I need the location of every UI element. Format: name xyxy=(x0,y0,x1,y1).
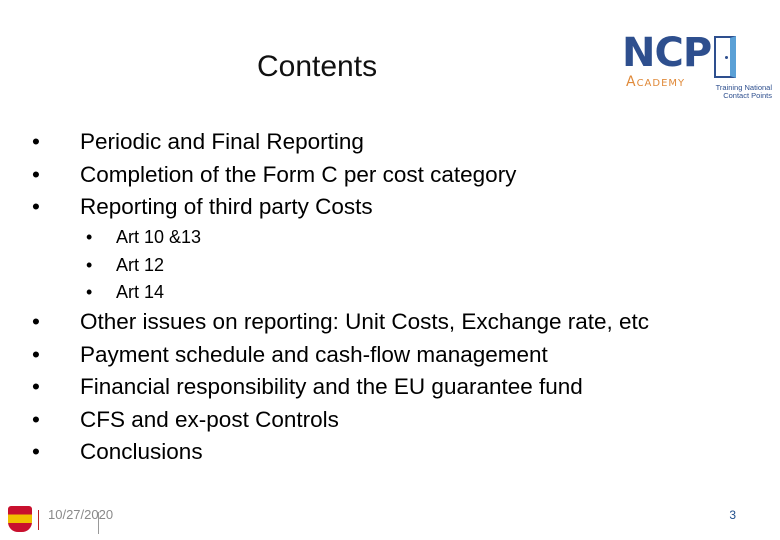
list-item: • Conclusions xyxy=(32,436,649,469)
footer-date: 10/27/2020 xyxy=(48,507,114,522)
bullet-icon: • xyxy=(86,227,93,247)
ncp-academy-logo xyxy=(622,32,772,102)
sub-list-item: • Art 12 xyxy=(86,252,201,280)
main-bullet-list-top xyxy=(32,126,516,224)
bullet-icon: • xyxy=(32,194,40,219)
main-bullet-list-bottom xyxy=(32,306,649,469)
list-item: • Periodic and Final Reporting xyxy=(32,126,516,159)
logo-tagline: Training National Contact Points xyxy=(715,83,772,100)
bullet-icon: • xyxy=(32,161,40,187)
sub-list-item: • Art 14 xyxy=(86,279,201,307)
bullet-icon: • xyxy=(32,439,40,464)
logo-ncp-text: NCP xyxy=(622,30,712,76)
bullet-icon: • xyxy=(32,374,40,399)
list-item: • Payment schedule and cash-flow management xyxy=(32,339,649,372)
sub-bullet-list xyxy=(86,224,201,307)
door-icon xyxy=(714,36,736,78)
bullet-icon: • xyxy=(86,282,93,302)
list-item: • Financial responsibility and the EU guarantee fund xyxy=(32,371,649,404)
list-item: • CFS and ex-post Controls xyxy=(32,404,649,437)
bullet-icon: • xyxy=(32,406,40,432)
page-number: 3 xyxy=(729,508,736,522)
bullet-icon: • xyxy=(32,129,40,154)
logo-academy-text: Academy xyxy=(626,74,686,90)
sub-list-item: • Art 10 &13 xyxy=(86,224,201,252)
list-item: • Other issues on reporting: Unit Costs, Exchange rate, etc xyxy=(32,306,649,339)
slide-title: Contents xyxy=(257,50,378,83)
bullet-icon: • xyxy=(32,341,40,367)
bullet-icon: • xyxy=(86,254,93,275)
bullet-icon: • xyxy=(32,309,40,334)
coat-of-arms-icon xyxy=(8,506,32,532)
list-item: • Completion of the Form C per cost category xyxy=(32,159,516,192)
list-item: • Reporting of third party Costs xyxy=(32,191,516,224)
